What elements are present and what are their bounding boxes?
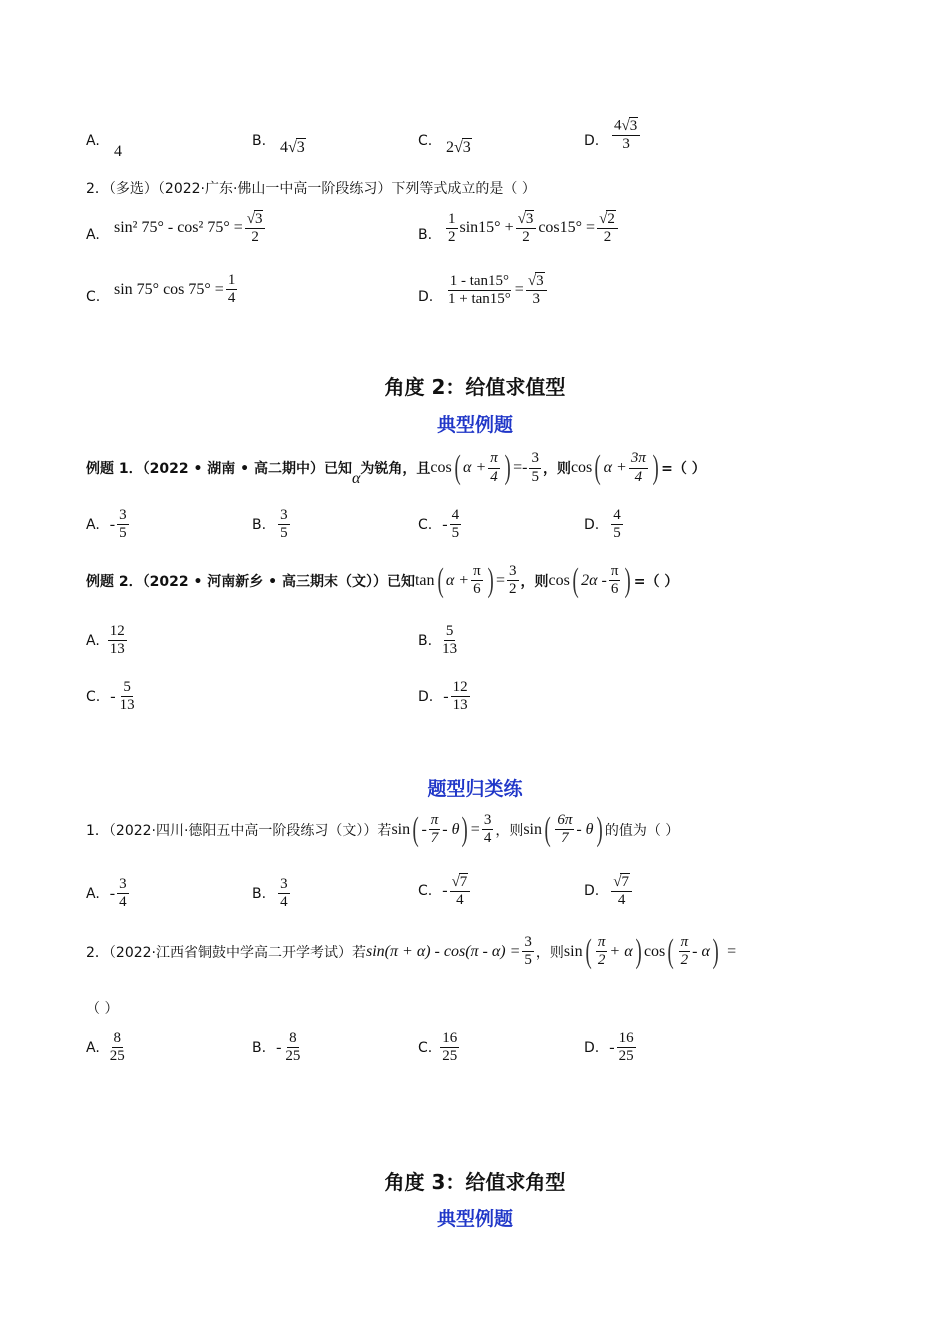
section-2-examples-heading: 典型例题	[436, 414, 513, 436]
example-2-option-d: D. - 12 13	[418, 679, 468, 714]
option-c-value: 2 √ 3	[446, 138, 471, 156]
example-2-option-a: A. 12 13	[86, 623, 125, 658]
example-1-option-a: A. - 3 5	[86, 507, 127, 542]
q2-option-d-expr: $\frac{1 - \tan 15^\circ}{1 + \tan 15^\circ}$ = √ 3 3	[444, 272, 549, 309]
example-1-option-d: D. 4 5	[584, 507, 621, 542]
practice-heading: 题型归类练	[427, 778, 523, 800]
example-2-stem: 例题 2．（2022 • 河南新乡 • 高三期末（文））已知 tan ( α + $\frac{\pi}{6}$ ) = $\frac{3}{2}$ ，则 cos ( 2α - π 6 ) =（ ）	[86, 561, 679, 599]
section-3-title: 角度 3：给值求角型	[384, 1170, 566, 1194]
q2-option-b-expr: 1 2 sin15° + √ 3 2 cos15° = √ 2 2	[444, 210, 620, 247]
q2-option-c-label: C.	[86, 289, 101, 305]
q2-option-a-label: A.	[86, 227, 100, 243]
option-c-label: C.	[418, 133, 433, 149]
option-b-value: 4 √ 3	[280, 138, 305, 156]
practice-1-option-c: C. - √ 7 4	[418, 873, 472, 910]
example-1-option-c: C. - 4 5	[418, 507, 460, 542]
example-1-stem: 例题 1．（2022 • 湖南 • 高二期中）已知 α 为锐角，且 cos ( α + $\frac{\pi}{4}$ ) =- 3 5 ，则 cos ( α + $\frac{3\pi}{4}$ ) =（ ）	[86, 449, 706, 487]
section-2-title: 角度 2：给值求值型	[384, 375, 566, 399]
practice-2-option-c: C. 16 25	[418, 1030, 458, 1065]
option-d-label: D.	[584, 133, 600, 149]
practice-2-stem: 2．（2022·江西省铜鼓中学高二开学考试）若 sin(π + α) - cos(π - α) = $\frac{3}{5}$ ，则 sin ( π 2 + α ) cos ( π 2 - α ) =	[86, 932, 737, 970]
q2-option-a-expr: sin² 75° - cos² 75° = √ 3 2	[114, 210, 267, 247]
question-2-stem: 2．（多选）（2022·广东·佛山一中高一阶段练习）下列等式成立的是（ ）	[86, 181, 536, 197]
option-a-value: 4	[114, 143, 122, 160]
section-3-examples-heading: 典型例题	[436, 1208, 513, 1230]
practice-2-option-b: B. - 8 25	[252, 1030, 301, 1065]
practice-2-option-d: D. - 16 25	[584, 1030, 634, 1065]
option-b-label: B.	[252, 133, 267, 149]
example-2-option-b: B. 5 13	[418, 623, 458, 658]
example-2-option-c: C. - 5 13	[86, 679, 135, 714]
option-a-label: A.	[86, 133, 100, 149]
practice-1-option-b: B. 3 4	[252, 876, 288, 911]
practice-1-option-a: A. - 3 4	[86, 876, 127, 911]
practice-2-blank: （ ）	[86, 1001, 119, 1017]
option-d-value: 4√ 3 3	[610, 117, 642, 154]
practice-2-option-a: A. 8 25	[86, 1030, 125, 1065]
q2-option-d-label: D.	[418, 289, 434, 305]
example-1-option-b: B. 3 5	[252, 507, 288, 542]
q2-option-b-label: B.	[418, 227, 433, 243]
q2-option-c-expr: sin 75° cos 75° = $\frac{1}{4}$	[114, 272, 236, 307]
practice-1-stem: 1．（2022·四川·德阳五中高一阶段练习（文））若 sin ( - π 7 - θ ) = $\frac{3}{4}$ ，则 sin ( 6π 7 - θ ) 的值为（ ）	[86, 810, 680, 848]
practice-1-option-d: D. √ 7 4	[584, 873, 634, 910]
